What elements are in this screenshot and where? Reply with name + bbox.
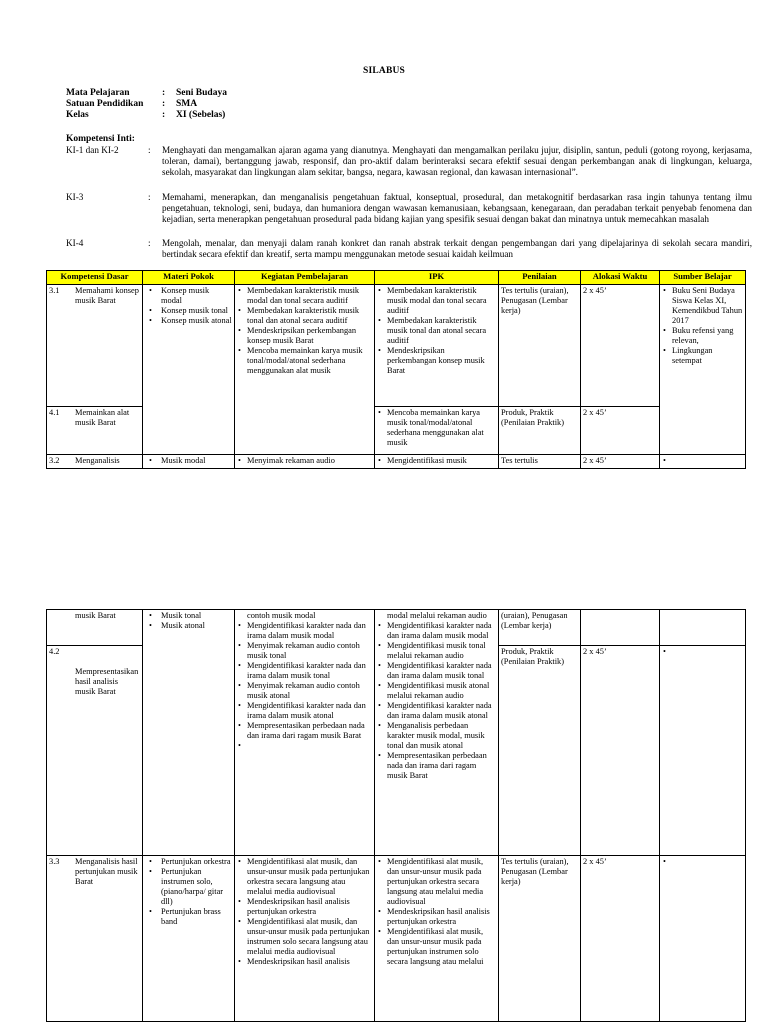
ki-text: Mengolah, menalar, dan menyaji dalam ranah konkret dan ranah abstrak terkait dengan pengembangan dari yang dipelajarinya di sekolah secara mandiri, bertindak secara efektif dan kreatif, serta mampu menggunakan metode sesuai kaidah keilmuan [162,238,752,260]
syllabus-table-page-1 [46,270,746,469]
meta-row-subject [66,88,227,99]
list-item: • Buku Seni Budaya Siswa Kelas XI, Kemendikbud Tahun 2017 [672,286,743,326]
meta-row-class [66,110,227,121]
materi-cell [143,455,235,469]
list-item: • Membedakan karakteristik musik tonal dan atonal secara auditif [387,316,496,346]
kd-number: 3.1 [49,286,60,295]
alokasi-cell: 2 x 45’ [581,285,660,407]
document-title: SILABUS [362,66,406,76]
meta-label: Mata Pelajaran [66,88,130,98]
list-item: • Mengidentifikasi musik [387,456,496,466]
list-item: • Lingkungan setempat [672,346,743,366]
list-item: • Menyimak rekaman audio contoh musik atonal [247,681,372,701]
list-item: • Mengidentifikasi karakter nada dan irama dalam musik tonal [247,661,372,681]
sumber-cell [660,646,746,856]
penilaian-cell: Tes tertulis (uraian), Penugasan (Lembar kerja) [499,856,581,1022]
list-item: • Pertunjukan orkestra [161,857,232,867]
list-item: • Menyimak rekaman audio [247,456,372,466]
kd-text: Menganalisis hasil pertunjukan musik Barat [75,857,138,886]
ipk-cell [375,610,499,856]
sumber-cell [660,285,746,455]
sumber-cell [660,610,746,646]
header-kompetensi-dasar: Kompetensi Dasar [47,271,143,285]
list-item: • Mengidentifikasi musik tonal melalui rekaman audio [387,641,496,661]
penilaian-cell: Produk, Praktik (Penilaian Praktik) [499,407,581,455]
list-item: • Mengidentifikasi karakter nada dan irama dalam musik modal [247,621,372,641]
list-item: • Membedakan karakteristik musik modal dan tonal secara auditif [387,286,496,316]
ki-label: KI-4 [66,238,84,248]
header-sumber-belajar: Sumber Belajar [660,271,746,285]
header-penilaian: Penilaian [499,271,581,285]
list-item: • Mengidentifikasi karakter nada dan irama dalam musik atonal [387,701,496,721]
list-item: • Menyimak rekaman audio contoh musik tonal [247,641,372,661]
table-header-row [47,271,746,285]
ki-1-2 [66,145,756,179]
alokasi-cell: 2 x 45’ [581,856,660,1022]
list-item: • Mengidentifikasi alat musik, dan unsur-unsur musik pada pertunjukan instrumen solo secara langsung atau melalui media audiovisual [247,917,372,957]
penilaian-cell: (uraian), Penugasan (Lembar kerja) [499,610,581,646]
list-item: • Musik tonal [161,611,232,621]
ki-4 [66,238,756,260]
meta-value: XI (Sebelas) [176,110,226,120]
list-item: • Mengidentifikasi karakter nada dan irama dalam musik tonal [387,661,496,681]
list-item: • Menganalisis perbedaan karakter musik modal, musik tonal dan musik atonal [387,721,496,751]
kd-number: 3.2 [49,456,60,465]
kd-text: Memahami konsep musik Barat [75,286,139,305]
ki-colon: : [148,145,151,155]
list-item: • Konsep musik atonal [161,316,232,326]
kd-number: 3.3 [49,857,60,866]
meta-colon: : [162,99,166,109]
kd-cell [47,856,143,1022]
list-item: • Mengidentifikasi karakter nada dan irama dalam musik atonal [247,701,372,721]
list-item: • Mengidentifikasi alat musik, dan unsur-unsur musik pada pertunjukan orkestra secara langsung atau melalui media audiovisual [387,857,496,907]
list-item: • Musik modal [161,456,232,466]
header-materi-pokok: Materi Pokok [143,271,235,285]
ki-label: KI-3 [66,192,84,202]
list-item: • Pertunjukan instrumen solo, (piano/harpa/ gitar dll) [161,867,232,907]
ki-label: KI-1 dan KI-2 [66,145,119,155]
table-row [47,455,746,469]
list-item: • Pertunjukan brass band [161,907,232,927]
kegiatan-cell [235,856,375,1022]
ki-colon: : [148,192,151,202]
ki-text: Menghayati dan mengamalkan ajaran agama yang dianutnya. Menghayati dan mengamalkan perilaku jujur, disiplin, santun, peduli (gotong royong, kerjasama, toleran, damai), bertanggung jawab, responsif, dan pro-aktif dalam berinteraksi secara efektif sesuai dengan perkembangan anak di lingkungan, keluarga, sekolah, masyarakat dan lingkungan alam sekitar, bangsa, negara, kawasan regional, dan kawasan internasional”. [162,145,752,178]
meta-value: SMA [176,99,198,109]
list-item: • Konsep musik tonal [161,306,232,316]
list-item: • Membedakan karakteristik musik modal dan tonal secara auditif [247,286,372,306]
materi-cell [143,610,235,856]
meta-label: Satuan Pendidikan [66,99,144,109]
table-row [47,610,746,646]
kd-cell [47,455,143,469]
list-item: • Mendeskripsikan hasil analisis pertunjukan orkestra [247,897,372,917]
table-row [47,856,746,1022]
kd-text: Mempresentasikan hasil analisis musik Barat [75,667,139,696]
alokasi-cell [581,610,660,646]
penilaian-cell: Tes tertulis [499,455,581,469]
list-item: • Konsep musik modal [161,286,232,306]
ipk-cell [375,285,499,407]
list-item: • Musik atonal [161,621,232,631]
list-item: • Mendeskripsikan perkembangan konsep musik Barat [387,346,496,376]
kd-cell [47,285,143,407]
kd-text: Memainkan alat musik Barat [75,408,130,427]
header-kegiatan: Kegiatan Pembelajaran [235,271,375,285]
meta-label: Kelas [66,110,89,120]
kd-cell [47,646,143,856]
list-continuation: contoh musik modal [247,611,316,620]
meta-colon: : [162,110,166,120]
ki-3 [66,192,756,226]
penilaian-cell: Produk, Praktik (Penilaian Praktik) [499,646,581,856]
list-continuation: modal melalui rekaman audio [387,611,487,620]
list-item: • Mengidentifikasi karakter nada dan irama dalam musik modal [387,621,496,641]
list-item: • Mencoba memainkan karya musik tonal/modal/atonal sederhana menggunakan alat musik [387,408,496,448]
header-ipk: IPK [375,271,499,285]
list-item: • Buku refensi yang relevan, [672,326,743,346]
meta-colon: : [162,88,166,98]
subject-info [66,88,227,121]
list-item: • Mengidentifikasi alat musik, dan unsur-unsur musik pada pertunjukan orkestra secara langsung atau melalui media audiovisual [247,857,372,897]
ipk-cell [375,455,499,469]
alokasi-cell: 2 x 45’ [581,455,660,469]
ipk-cell [375,407,499,455]
ipk-cell [375,856,499,1022]
kd-cell [47,610,143,646]
list-item: • Mempresentasikan perbedaan nada dan irama dari ragam musik Barat [387,751,496,781]
list-item: • Mendeskripsikan hasil analisis [247,957,372,967]
meta-value: Seni Budaya [176,88,227,98]
meta-row-school [66,99,227,110]
kegiatan-cell [235,610,375,856]
document-page-2 [0,560,768,1024]
list-item: • Membedakan karakteristik musik tonal dan atonal secara auditif [247,306,372,326]
table-row [47,285,746,407]
list-item: • Mengidentifikasi musik atonal melalui rekaman audio [387,681,496,701]
alokasi-cell: 2 x 45’ [581,407,660,455]
ki-heading: Kompetensi Inti: [66,134,135,144]
materi-cell [143,856,235,1022]
kd-number: 4.2 [49,647,60,656]
kegiatan-cell [235,455,375,469]
kd-text: musik Barat [75,611,116,620]
kegiatan-cell [235,285,375,455]
syllabus-table-page-2 [46,609,746,1022]
sumber-cell [660,856,746,1022]
ki-text: Memahami, menerapkan, dan menganalisis pengetahuan faktual, konseptual, prosedural, dan metakognitif berdasarkan rasa ingin tahunya tentang ilmu pengetahuan, teknologi, seni, budaya, dan humaniora dengan wawasan kemanusiaan, kebangsaan, kenegaraan, dan peradaban terkait penyebab fenomena dan kejadian, serta menerapkan pengetahuan prosedural pada bidang kajian yang spesifik sesuai dengan bakat dan minatnya untuk memecahkan masalah [162,192,752,225]
alokasi-cell: 2 x 45’ [581,646,660,856]
penilaian-cell: Tes tertulis (uraian), Penugasan (Lembar kerja) [499,285,581,407]
kd-cell [47,407,143,455]
sumber-cell [660,455,746,469]
list-item: • Mengidentifikasi alat musik, dan unsur-unsur musik pada pertunjukan instrumen solo secara langsung atau melalui [387,927,496,967]
ki-colon: : [148,238,151,248]
list-item: • Mendeskripsikan perkembangan konsep musik Barat [247,326,372,346]
header-alokasi-waktu: Alokasi Waktu [581,271,660,285]
kd-number: 4.1 [49,408,60,417]
kd-text: Menganalisis [75,456,120,465]
materi-cell [143,285,235,455]
list-item: • Mempresentasikan perbedaan nada dan irama dari ragam musik Barat [247,721,372,741]
list-item: • Mencoba memainkan karya musik tonal/modal/atonal sederhana menggunakan alat musik [247,346,372,376]
list-item: • Mendeskripsikan hasil analisis pertunjukan orkestra [387,907,496,927]
